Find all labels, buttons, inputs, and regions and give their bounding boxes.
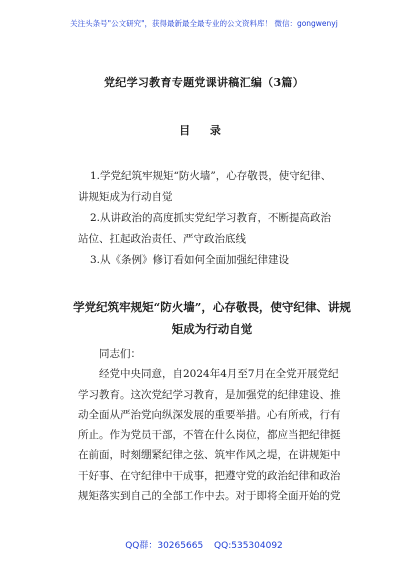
document-title: 党纪学习教育专题党课讲稿汇编（3篇） bbox=[103, 76, 305, 89]
footer-qq-group: QQ群：30265665 bbox=[125, 541, 204, 551]
toc-item-1-line-2: 讲规矩成为行动自觉 bbox=[78, 191, 173, 203]
body-line: 学习教育。这次党纪学习教育，是加强党的纪律建设、推 bbox=[78, 388, 341, 401]
table-of-contents bbox=[78, 166, 360, 271]
section-title-line-2: 矩成为行动自觉 bbox=[171, 322, 253, 336]
section-title-line-1: 学党纪筑牢规矩“防火墙”，心存敬畏，使守纪律、讲规 bbox=[73, 300, 351, 314]
body-line: 在前面，时刻绷紧纪律之弦、筑牢作风之堤，在讲规矩中 bbox=[78, 449, 341, 462]
footer-qq: QQ:535304092 bbox=[214, 541, 283, 551]
salutation: 同志们： bbox=[99, 348, 141, 360]
toc-item-1-line-1: 1.学党纪筑牢规矩“防火墙”，心存敬畏，使守纪律、 bbox=[90, 170, 332, 182]
body-text bbox=[78, 344, 360, 506]
body-line: 规矩落实到自己的全部工作中去。对于即将全面开始的党 bbox=[78, 490, 341, 503]
body-line: 干好事、在守纪律中干成事，把遵守党的政治纪律和政治 bbox=[78, 469, 341, 482]
header-promo-note: 关注头条号"公文研究"，获得最新最全最专业的公文资料库！ 微信：gongwenyj bbox=[70, 19, 338, 28]
body-line: 经党中央同意，自2024年4月至7月在全党开展党纪 bbox=[99, 368, 339, 381]
toc-item-3: 3.从《条例》修订看如何全面加强纪律建设 bbox=[90, 254, 290, 266]
toc-heading: 目 录 bbox=[179, 124, 229, 137]
toc-item-2-line-1: 2.从讲政治的高度抓实党纪学习教育，不断提高政治 bbox=[90, 212, 332, 224]
body-line: 动全面从严治党向纵深发展的重要举措。心有所戒，行有 bbox=[78, 408, 341, 421]
section-title bbox=[62, 296, 362, 340]
toc-item-2-line-2: 站位、扛起政治责任、严守政治底线 bbox=[78, 233, 246, 245]
footer-contact bbox=[0, 538, 408, 551]
body-line: 所止。作为党员干部，不管在什么岗位，都应当把纪律挺 bbox=[78, 429, 341, 442]
